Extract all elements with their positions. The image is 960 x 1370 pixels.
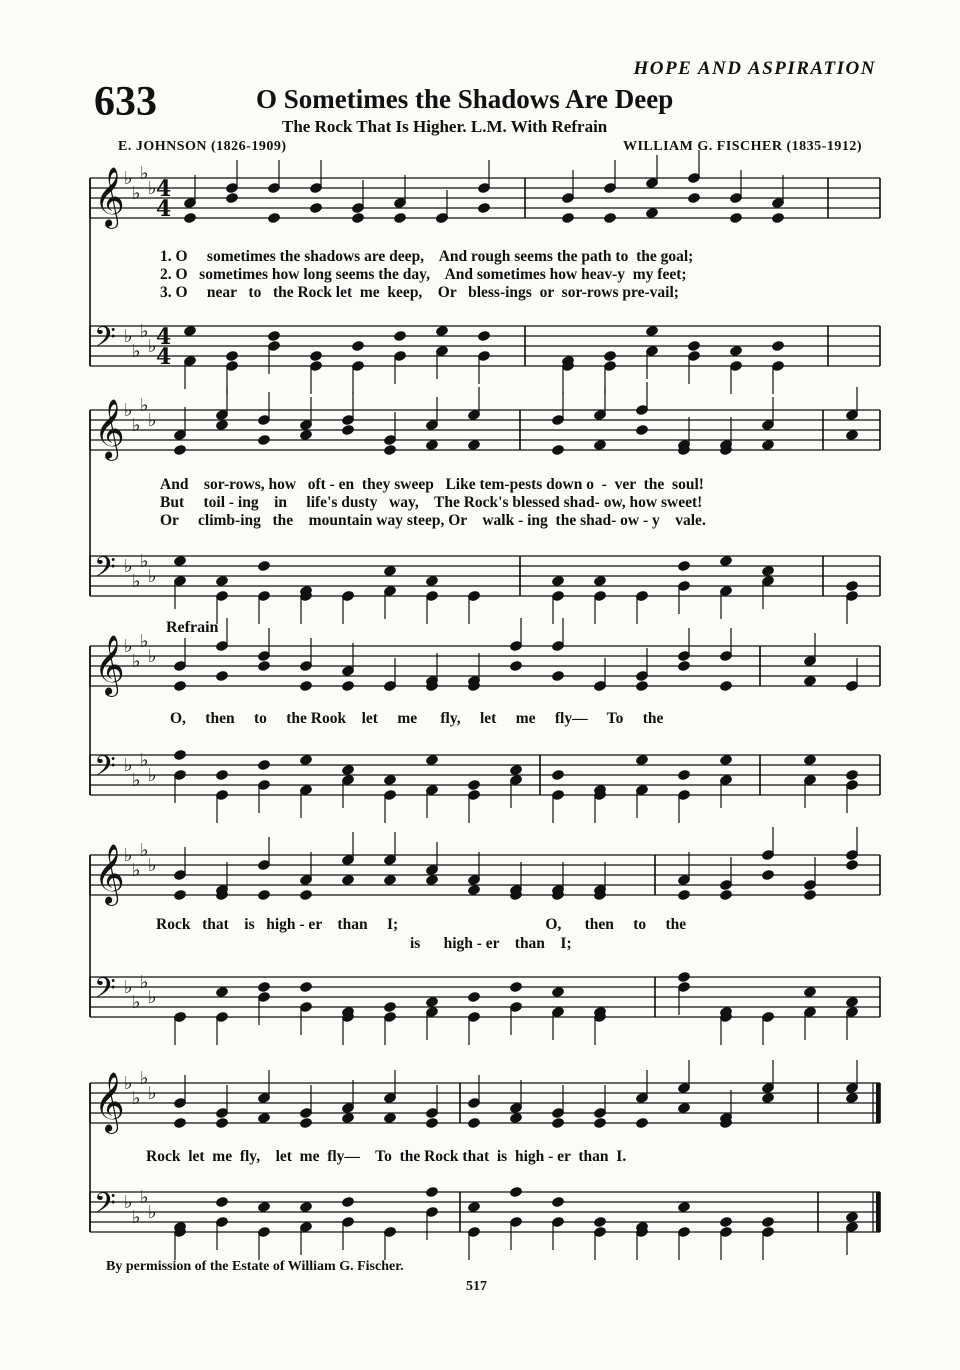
flat-icon: ♭ (132, 992, 141, 1013)
flat-icon: ♭ (140, 321, 149, 342)
note-head (761, 869, 774, 880)
note-head (845, 1211, 858, 1222)
note-head (425, 1117, 438, 1128)
note-head (257, 889, 270, 900)
note-head (729, 345, 742, 356)
flat-icon: ♭ (148, 855, 157, 876)
verse-1-line-1: 1. O sometimes the shadows are deep, And rough seems the path to the goal; (160, 248, 694, 265)
time-signature: 4 (156, 196, 172, 222)
note-head (467, 991, 480, 1002)
note-head (551, 1196, 564, 1207)
note-head (299, 1201, 312, 1212)
note-head (561, 212, 574, 223)
note-head (509, 660, 522, 671)
note-head (267, 330, 280, 341)
note-head (803, 889, 816, 900)
note-head (299, 680, 312, 691)
note-head (225, 350, 238, 361)
note-head (467, 439, 480, 450)
note-head (299, 754, 312, 765)
author-credit: E. JOHNSON (1826-1909) (118, 139, 287, 154)
time-signature: 4 (156, 324, 172, 350)
note-head (341, 680, 354, 691)
refrain-line-3: Rock let me fly, let me fly— To the Rock that is high - er than I. (146, 1148, 627, 1165)
flat-icon: ♭ (124, 755, 133, 776)
note-head (845, 429, 858, 440)
flat-icon: ♭ (148, 336, 157, 357)
note-head (341, 874, 354, 885)
note-head (257, 1201, 270, 1212)
note-head (435, 325, 448, 336)
flat-icon: ♭ (148, 178, 157, 199)
note-head (215, 670, 228, 681)
refrain-line-2-alto: is high - er than I; (410, 935, 572, 952)
note-head (467, 1201, 480, 1212)
note-head (173, 1117, 186, 1128)
note-head (761, 565, 774, 576)
flat-icon: ♭ (140, 551, 149, 572)
note-head (351, 212, 364, 223)
note-head (551, 986, 564, 997)
note-head (309, 350, 322, 361)
flat-icon: ♭ (124, 636, 133, 657)
note-head (677, 1102, 690, 1113)
note-head (257, 981, 270, 992)
note-head (183, 325, 196, 336)
flat-icon: ♭ (132, 860, 141, 881)
bass-clef-icon: 𝄢 (94, 972, 116, 1012)
hymn-title: O Sometimes the Shadows Are Deep (256, 84, 674, 114)
note-head (467, 884, 480, 895)
flat-icon: ♭ (148, 410, 157, 431)
note-head (687, 340, 700, 351)
note-head (593, 1216, 606, 1227)
note-head (719, 680, 732, 691)
note-head (845, 769, 858, 780)
treble-clef-icon: 𝄞 (94, 399, 125, 459)
note-head (845, 996, 858, 1007)
verse-2-line-2: But toil - ing in life's dusty way, The Rock's blessed shad- ow, how sweet! (160, 494, 703, 511)
flat-icon: ♭ (124, 977, 133, 998)
note-head (677, 1201, 690, 1212)
flat-icon: ♭ (132, 1088, 141, 1109)
note-head (603, 350, 616, 361)
note-head (341, 424, 354, 435)
note-head (215, 986, 228, 997)
flat-icon: ♭ (124, 168, 133, 189)
note-head (803, 986, 816, 997)
note-head (467, 779, 480, 790)
page-number: 517 (466, 1279, 487, 1294)
note-head (477, 330, 490, 341)
note-head (635, 424, 648, 435)
note-head (719, 889, 732, 900)
note-head (215, 419, 228, 430)
note-head (509, 1186, 522, 1197)
note-head (677, 889, 690, 900)
note-head (771, 340, 784, 351)
note-head (299, 1117, 312, 1128)
treble-clef-icon: 𝄞 (94, 1072, 125, 1132)
note-head (383, 774, 396, 785)
note-head (845, 580, 858, 591)
note-head (593, 1117, 606, 1128)
note-head (593, 575, 606, 586)
flat-icon: ♭ (124, 1192, 133, 1213)
verse-3-line-1: 3. O near to the Rock let me keep, Or bless-ings or sor-rows pre-vail; (160, 284, 679, 301)
note-head (719, 754, 732, 765)
flat-icon: ♭ (132, 415, 141, 436)
flat-icon: ♭ (140, 631, 149, 652)
flat-icon: ♭ (124, 326, 133, 347)
note-head (761, 1216, 774, 1227)
flat-icon: ♭ (148, 646, 157, 667)
note-head (803, 675, 816, 686)
tune-subtitle: The Rock That Is Higher. L.M. With Refrain (282, 117, 608, 136)
note-head (551, 1117, 564, 1128)
note-head (393, 330, 406, 341)
note-head (635, 1117, 648, 1128)
note-head (509, 981, 522, 992)
refrain-line-2: Rock that is high - er than I; O, then to the (156, 916, 687, 933)
flat-icon: ♭ (140, 395, 149, 416)
flat-icon: ♭ (148, 566, 157, 587)
note-head (173, 444, 186, 455)
note-head (257, 759, 270, 770)
note-head (425, 754, 438, 765)
note-head (257, 1112, 270, 1123)
note-head (173, 749, 186, 760)
note-head (551, 769, 564, 780)
flat-icon: ♭ (132, 183, 141, 204)
note-head (173, 555, 186, 566)
note-head (257, 434, 270, 445)
note-head (309, 202, 322, 213)
hymn-number: 633 (94, 79, 157, 125)
note-head (509, 764, 522, 775)
note-head (341, 764, 354, 775)
note-head (299, 889, 312, 900)
treble-clef-icon: 𝄞 (94, 167, 125, 227)
flat-icon: ♭ (124, 556, 133, 577)
flat-icon: ♭ (132, 341, 141, 362)
flat-icon: ♭ (140, 840, 149, 861)
note-head (645, 207, 658, 218)
note-head (425, 996, 438, 1007)
note-head (383, 1112, 396, 1123)
note-head (677, 560, 690, 571)
note-head (551, 444, 564, 455)
note-head (761, 439, 774, 450)
permission-note: By permission of the Estate of William G. Fischer. (106, 1259, 404, 1274)
composer-credit: WILLIAM G. FISCHER (1835-1912) (622, 139, 862, 154)
note-head (845, 1092, 858, 1103)
flat-icon: ♭ (148, 1083, 157, 1104)
note-head (215, 1117, 228, 1128)
note-head (215, 769, 228, 780)
note-head (299, 981, 312, 992)
bass-clef-icon: 𝄢 (94, 1187, 116, 1227)
verse-3-line-2: Or climb-ing the mountain way steep, Or walk - ing the shad- ow - y vale. (160, 512, 706, 529)
note-head (477, 202, 490, 213)
flat-icon: ♭ (140, 1187, 149, 1208)
note-head (677, 769, 690, 780)
note-head (425, 1186, 438, 1197)
note-head (771, 212, 784, 223)
note-head (225, 192, 238, 203)
flat-icon: ♭ (132, 571, 141, 592)
flat-icon: ♭ (124, 845, 133, 866)
note-head (257, 660, 270, 671)
flat-icon: ♭ (140, 750, 149, 771)
note-head (719, 555, 732, 566)
flat-icon: ♭ (140, 1068, 149, 1089)
note-head (173, 680, 186, 691)
note-head (719, 1216, 732, 1227)
flat-icon: ♭ (148, 765, 157, 786)
note-head (551, 575, 564, 586)
bass-clef-icon: 𝄢 (94, 750, 116, 790)
note-head (215, 1196, 228, 1207)
note-head (635, 754, 648, 765)
verse-2-line-1: 2. O sometimes how long seems the day, And sometimes how heav-y my feet; (160, 266, 687, 283)
verse-1-line-2: And sor-rows, how oft - en they sweep Like tem-pests down o - ver the soul! (160, 476, 704, 493)
note-head (845, 859, 858, 870)
note-head (383, 1001, 396, 1012)
note-head (761, 1092, 774, 1103)
note-head (257, 560, 270, 571)
note-head (341, 1196, 354, 1207)
note-head (383, 874, 396, 885)
bass-clef-icon: 𝄢 (94, 321, 116, 361)
refrain-label: Refrain (166, 619, 219, 636)
note-head (383, 565, 396, 576)
note-head (467, 1117, 480, 1128)
note-head (383, 444, 396, 455)
note-head (729, 212, 742, 223)
flat-icon: ♭ (148, 1202, 157, 1223)
flat-icon: ♭ (148, 987, 157, 1008)
note-head (173, 889, 186, 900)
note-head (509, 1112, 522, 1123)
note-head (603, 212, 616, 223)
bass-clef-icon: 𝄢 (94, 551, 116, 591)
note-head (645, 325, 658, 336)
refrain-line-1: O, then to the Rook let me fly, let me fly— To the (170, 710, 664, 727)
note-head (551, 670, 564, 681)
note-head (299, 429, 312, 440)
flat-icon: ♭ (132, 651, 141, 672)
time-signature: 4 (156, 344, 172, 370)
treble-clef-icon: 𝄞 (94, 635, 125, 695)
time-signature: 4 (156, 176, 172, 202)
flat-icon: ♭ (140, 163, 149, 184)
note-head (425, 575, 438, 586)
note-head (393, 212, 406, 223)
note-head (677, 660, 690, 671)
note-head (183, 212, 196, 223)
section-title: HOPE AND ASPIRATION (633, 58, 876, 79)
note-head (425, 439, 438, 450)
flat-icon: ♭ (132, 1207, 141, 1228)
flat-icon: ♭ (132, 770, 141, 791)
flat-icon: ♭ (124, 1073, 133, 1094)
note-head (803, 754, 816, 765)
note-head (593, 439, 606, 450)
note-head (677, 971, 690, 982)
note-head (267, 212, 280, 223)
note-head (635, 680, 648, 691)
note-head (215, 575, 228, 586)
flat-icon: ♭ (124, 400, 133, 421)
treble-clef-icon: 𝄞 (94, 844, 125, 904)
note-head (351, 340, 364, 351)
note-head (687, 192, 700, 203)
flat-icon: ♭ (140, 972, 149, 993)
note-head (341, 1112, 354, 1123)
note-head (425, 874, 438, 885)
